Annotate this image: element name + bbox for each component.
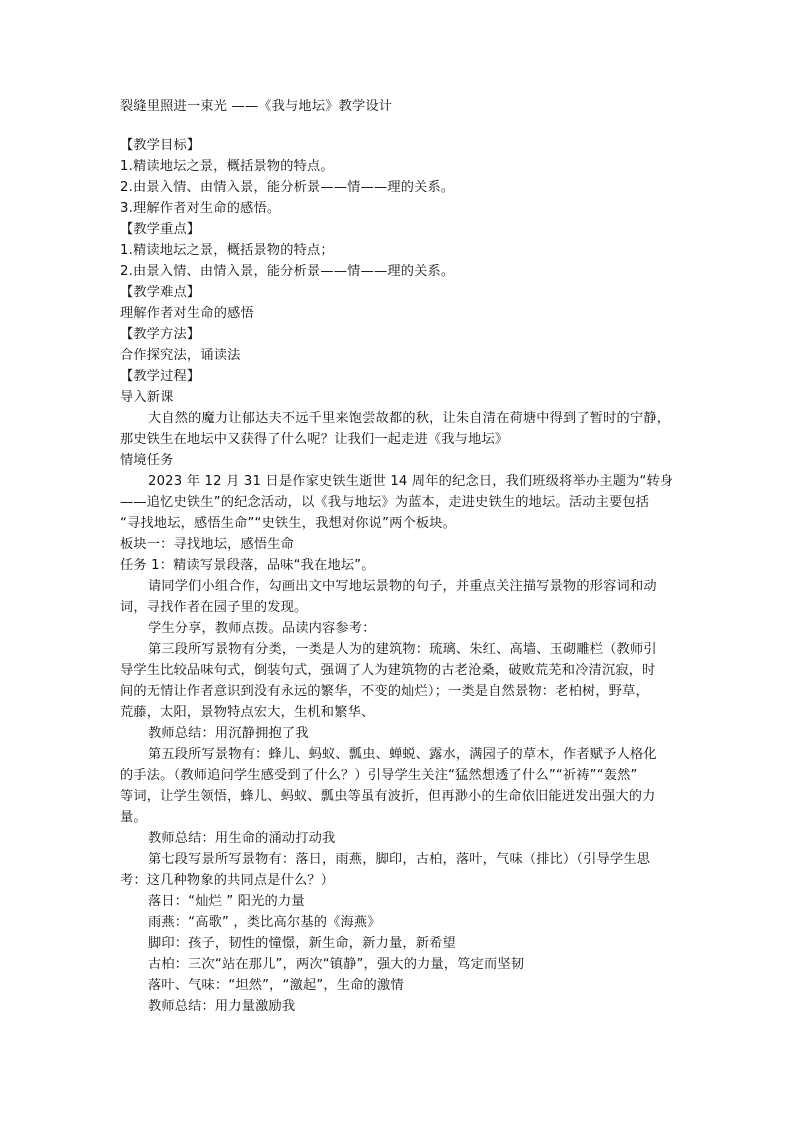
text-line: 考：这几种物象的共同点是什么？） <box>120 873 335 888</box>
text-line: 的手法。（教师追问学生感受到了什么？）引导学生关注“猛然想透了什么”“祈祷”“轰然” <box>120 768 638 783</box>
text-line: 那史铁生在地坛中又获得了什么呢？让我们一起走进《我与地坛》 <box>120 432 509 447</box>
text-line: 理解作者对生命的感悟 <box>120 306 254 321</box>
text-line: 2023 年 12 月 31 日是作家史铁生逝世 14 周年的纪念日，我们班级将举办主题为“转身 <box>148 474 674 489</box>
text-line: 落叶、气味：“坦然”，“激起”，生命的激情 <box>148 978 404 993</box>
text-line: 请同学们小组合作，勾画出文中写地坛景物的句子，并重点关注描写景物的形容词和动 <box>148 579 657 594</box>
text-line: 1.精读地坛之景，概括景物的特点； <box>120 243 334 258</box>
text-line: 雨燕：“高歌” ，类比高尔基的《海燕》 <box>148 915 381 930</box>
text-line: 任务 1：精读写景段落，品味“我在地坛”。 <box>120 558 375 573</box>
text-line: 第五段所写景物有：蜂儿、蚂蚁、瓢虫、蝉蜕、露水，满园子的草木，作者赋予人格化 <box>148 747 657 762</box>
text-line: 学生分享，教师点拨。品读内容参考： <box>148 621 376 636</box>
text-line: 落日：“灿烂 ” 阳光的力量 <box>148 894 305 909</box>
text-line: 【教学方法】 <box>120 327 201 342</box>
text-line: 第七段写景所写景物有：落日，雨燕，脚印，古柏，落叶，气味（排比）（引导学生思 <box>148 852 651 867</box>
text-line: 3.理解作者对生命的感悟。 <box>120 201 281 216</box>
text-line: 导入新课 <box>120 390 174 405</box>
document-title: 裂缝里照进一束光 ——《我与地坛》教学设计 <box>120 99 393 114</box>
text-line: 【教学重点】 <box>120 222 201 237</box>
text-line: 大自然的魔力让郁达夫不远千里来饱尝故都的秋，让朱自清在荷塘中得到了暂时的宁静， <box>148 411 671 426</box>
document-body <box>120 96 680 1017</box>
text-line: 【教学难点】 <box>120 285 201 300</box>
text-line: 2.由景入情、由情入景，能分析景——情——理的关系。 <box>120 180 455 195</box>
text-line: 【教学过程】 <box>120 369 201 384</box>
text-line: 量。 <box>120 810 147 825</box>
text-line: 板块一：寻找地坛，感悟生命 <box>120 537 295 552</box>
text-line: 导学生比较品味句式，倒装句式，强调了人为建筑物的古老沧桑，破败荒芜和冷清沉寂，时 <box>120 663 656 678</box>
text-line: 情境任务 <box>120 453 174 468</box>
text-line: 古柏：三次“站在那儿”，两次“镇静”，强大的力量，笃定而坚韧 <box>148 957 525 972</box>
text-line: 等词，让学生领悟，蜂儿、蚂蚁、瓢虫等虽有波折，但再渺小的生命依旧能迸发出强大的力 <box>120 789 656 804</box>
text-line: 脚印：孩子，韧性的憧憬，新生命，新力量，新希望 <box>148 936 456 951</box>
text-line: 第三段所写景物有分类，一类是人为的建筑物：琉璃、朱红、高墙、玉砌雕栏（教师引 <box>148 642 657 657</box>
text-line: ——追忆史铁生”的纪念活动，以《我与地坛》为蓝本，走进史铁生的地坛。活动主要包括 <box>120 495 650 510</box>
text-line: “寻找地坛，感悟生命”“史铁生，我想对你说”两个板块。 <box>120 516 457 531</box>
text-line: 词，寻找作者在园子里的发现。 <box>120 600 308 615</box>
text-line: 2.由景入情、由情入景，能分析景——情——理的关系。 <box>120 264 455 279</box>
text-line: 间的无情让作者意识到没有永远的繁华，不变的灿烂）；一类是自然景物：老柏树，野草， <box>120 684 649 699</box>
text-line: 教师总结：用生命的涌动打动我 <box>148 831 336 846</box>
text-line: 教师总结：用沉静拥抱了我 <box>148 726 309 741</box>
text-line: 合作探究法，诵读法 <box>120 348 241 363</box>
text-line: 教师总结：用力量激励我 <box>148 999 296 1014</box>
text-line: 荒藤，太阳，景物特点宏大，生机和繁华、 <box>120 705 375 720</box>
text-line: 1.精读地坛之景，概括景物的特点。 <box>120 159 334 174</box>
text-line: 【教学目标】 <box>120 138 201 153</box>
document-lines <box>120 135 680 1017</box>
